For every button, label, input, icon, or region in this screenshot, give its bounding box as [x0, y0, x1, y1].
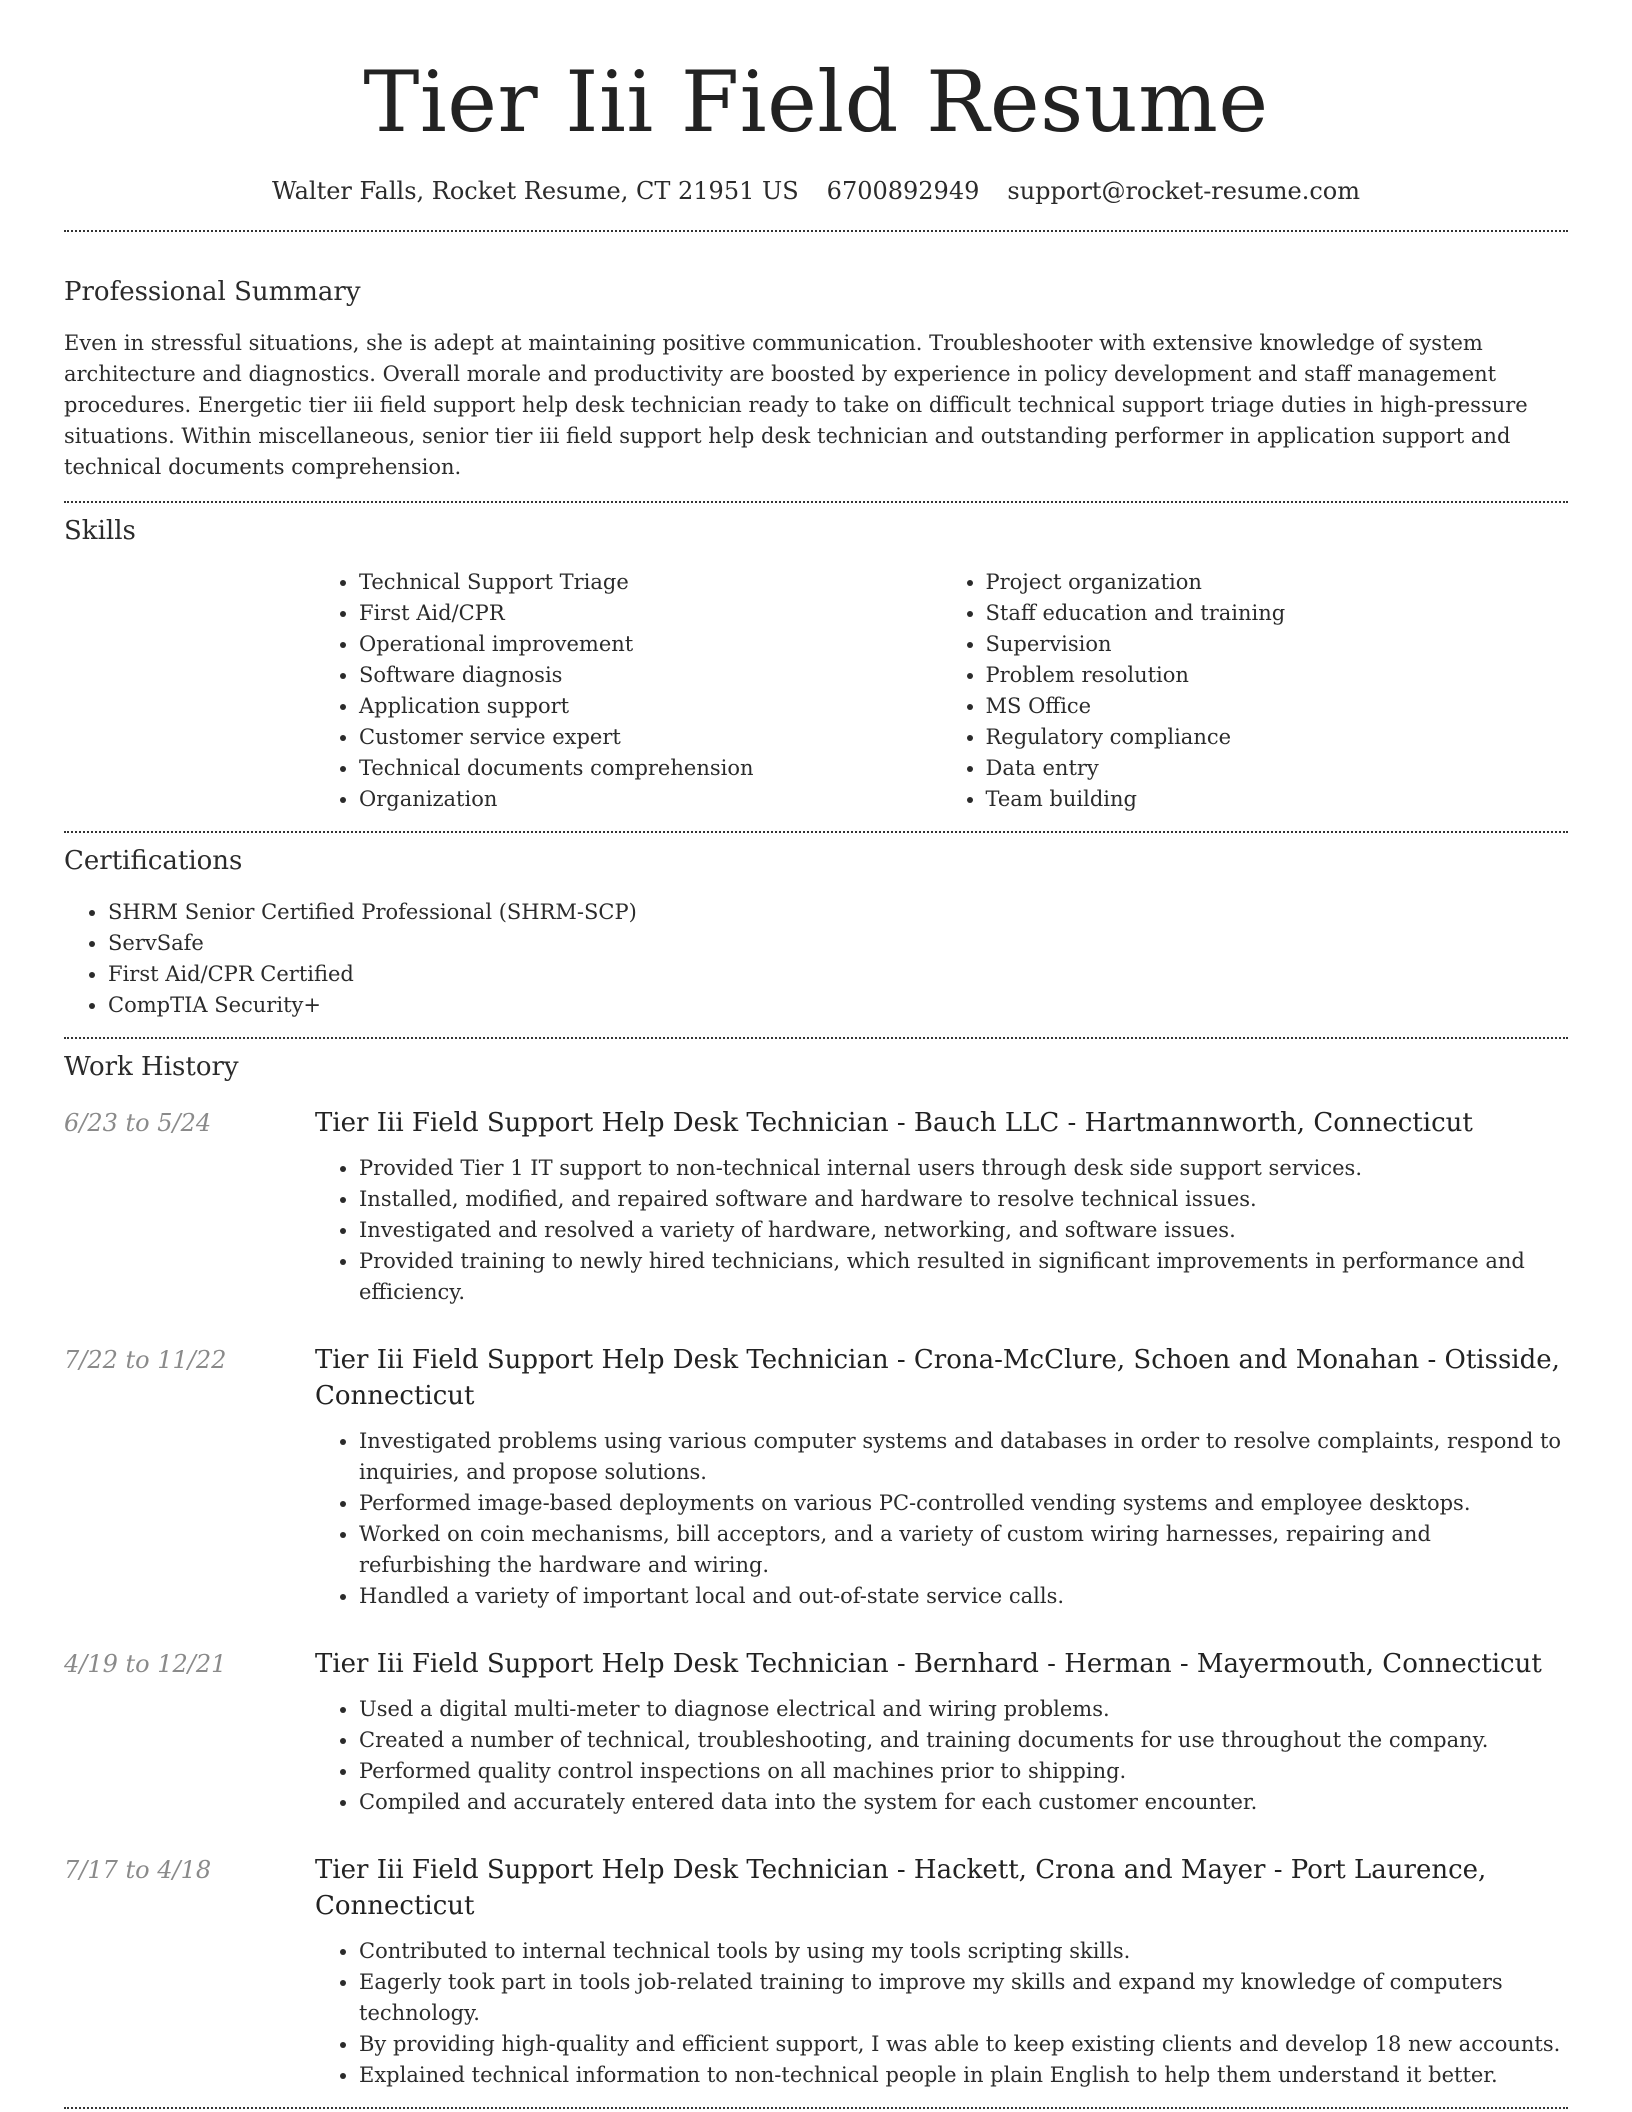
job-dates: 7/22 to 11/22 — [64, 1346, 227, 1374]
skill-item: • Team building — [986, 784, 1569, 815]
skill-item: • Technical Support Triage — [359, 567, 942, 598]
job-bullet: • Investigated and resolved a variety of hardware, networking, and software issues. — [359, 1215, 1568, 1246]
job-dates: 4/19 to 12/21 — [64, 1650, 227, 1678]
section-certifications — [64, 833, 1568, 1021]
job-body — [315, 1105, 1568, 1308]
skill-item: • MS Office — [986, 691, 1569, 722]
certification-item: • First Aid/CPR Certified — [108, 959, 1568, 990]
job-bullets — [315, 1936, 1568, 2091]
job-entry — [64, 1852, 1568, 2091]
job-body — [315, 1852, 1568, 2091]
divider-bottom — [64, 2107, 1568, 2109]
section-title-skills: Skills — [64, 516, 136, 546]
job-entry — [64, 1342, 1568, 1612]
skill-item: • Customer service expert — [359, 722, 942, 753]
section-title-summary: Professional Summary — [64, 277, 361, 307]
job-bullet: • Used a digital multi-meter to diagnose electrical and wiring problems. — [359, 1694, 1568, 1725]
job-bullet: • Investigated problems using various computer systems and databases in order to resolve complaints, respond to inquiries, and propose solutions. — [359, 1426, 1568, 1488]
contact-line — [64, 174, 1568, 208]
job-body — [315, 1342, 1568, 1612]
job-body — [315, 1646, 1568, 1818]
summary-text: Even in stressful situations, she is adept at maintaining positive communication. Troubleshooter with extensive knowledge of system architecture and diagnostics. Overall morale and productivity are boosted by experience in policy development and staff management procedures. Energetic tier iii field support help desk technician ready to take on difficult technical support triage duties in high-pressure situations. Within miscellaneous, senior tier iii field support help desk technician and outstanding performer in application support and technical documents comprehension. — [64, 331, 1528, 479]
job-bullet: • By providing high-quality and efficient support, I was able to keep existing clients and develop 18 new accounts. — [359, 2029, 1568, 2060]
skill-item: • Supervision — [986, 629, 1569, 660]
job-bullets — [315, 1694, 1568, 1818]
skill-item: • Organization — [359, 784, 942, 815]
job-bullet: • Compiled and accurately entered data into the system for each customer encounter. — [359, 1787, 1568, 1818]
skill-item: • Software diagnosis — [359, 660, 942, 691]
skill-item: • Data entry — [986, 753, 1569, 784]
job-entry — [64, 1105, 1568, 1308]
skill-item: • Application support — [359, 691, 942, 722]
contact-address: Walter Falls, Rocket Resume, CT 21951 US — [272, 177, 799, 205]
section-summary — [64, 232, 1568, 483]
job-bullets — [315, 1153, 1568, 1308]
skills-list-right — [942, 567, 1569, 815]
job-entry — [64, 1646, 1568, 1818]
contact-phone: 6700892949 — [826, 177, 980, 205]
job-bullet: • Performed image-based deployments on various PC-controlled vending systems and employee desktops. — [359, 1488, 1568, 1519]
job-bullets — [315, 1426, 1568, 1612]
skill-item: • Technical documents comprehension — [359, 753, 942, 784]
job-bullet: • Eagerly took part in tools job-related training to improve my skills and expand my knowledge of computers technology. — [359, 1967, 1568, 2029]
resume-name: Tier Iii Field Resume — [363, 53, 1269, 151]
job-title: Tier Iii Field Support Help Desk Technician - Bauch LLC - Hartmannworth, Connecticut — [315, 1108, 1473, 1138]
certification-item: • CompTIA Security+ — [108, 990, 1568, 1021]
job-title: Tier Iii Field Support Help Desk Technician - Crona-McClure, Schoen and Monahan - Otisside, Connecticut — [315, 1345, 1560, 1411]
skill-item: • Problem resolution — [986, 660, 1569, 691]
certification-item: • SHRM Senior Certified Professional (SHRM-SCP) — [108, 897, 1568, 928]
job-title: Tier Iii Field Support Help Desk Technician - Bernhard - Herman - Mayermouth, Connecticut — [315, 1649, 1542, 1679]
skill-item: • First Aid/CPR — [359, 598, 942, 629]
certifications-list — [64, 897, 1568, 1021]
job-bullet: • Created a number of technical, troubleshooting, and training documents for use throughout the company. — [359, 1725, 1568, 1756]
section-title-work-history: Work History — [64, 1052, 239, 1082]
section-title-certifications: Certifications — [64, 846, 243, 876]
job-dates: 7/17 to 4/18 — [64, 1856, 212, 1884]
section-work-history — [64, 1039, 1568, 2091]
skill-item: • Regulatory compliance — [986, 722, 1569, 753]
job-bullet: • Contributed to internal technical tools by using my tools scripting skills. — [359, 1936, 1568, 1967]
job-bullet: • Performed quality control inspections on all machines prior to shipping. — [359, 1756, 1568, 1787]
skills-grid — [315, 567, 1568, 815]
skill-item: • Project organization — [986, 567, 1569, 598]
job-dates: 6/23 to 5/24 — [64, 1109, 212, 1137]
job-title: Tier Iii Field Support Help Desk Technician - Hackett, Crona and Mayer - Port Laurence, Connecticut — [315, 1855, 1487, 1921]
job-bullet: • Handled a variety of important local and out-of-state service calls. — [359, 1581, 1568, 1612]
section-skills — [64, 503, 1568, 815]
skills-list-left — [315, 567, 942, 815]
job-bullet: • Provided Tier 1 IT support to non-technical internal users through desk side support services. — [359, 1153, 1568, 1184]
jobs-list — [64, 1105, 1568, 2091]
job-bullet: • Provided training to newly hired technicians, which resulted in significant improvements in performance and efficiency. — [359, 1246, 1568, 1308]
skill-item: • Staff education and training — [986, 598, 1569, 629]
job-bullet: • Explained technical information to non-technical people in plain English to help them understand it better. — [359, 2060, 1568, 2091]
contact-email: support@rocket-resume.com — [1007, 177, 1360, 205]
job-bullet: • Installed, modified, and repaired software and hardware to resolve technical issues. — [359, 1184, 1568, 1215]
job-bullet: • Worked on coin mechanisms, bill acceptors, and a variety of custom wiring harnesses, repairing and refurbishing the hardware and wiring. — [359, 1519, 1568, 1581]
certification-item: • ServSafe — [108, 928, 1568, 959]
skill-item: • Operational improvement — [359, 629, 942, 660]
